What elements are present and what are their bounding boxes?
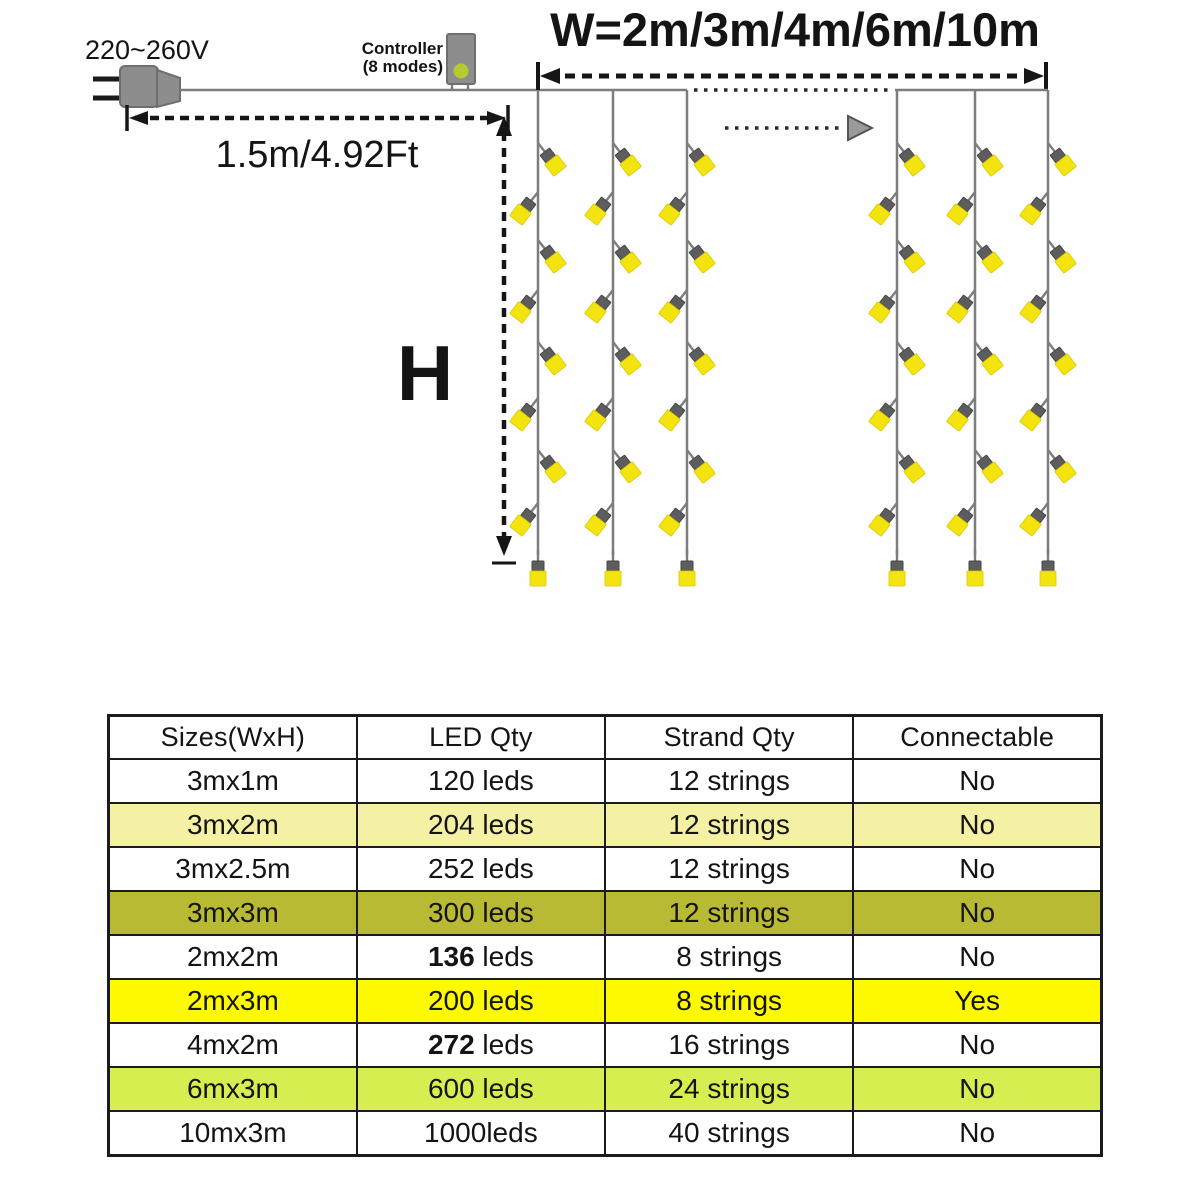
controller	[447, 34, 475, 91]
curtain-strands-right	[869, 90, 1077, 586]
plug-body	[120, 66, 158, 107]
size-cell: 4mx2m	[109, 1023, 357, 1067]
bulb-body	[679, 571, 695, 586]
header-row	[109, 716, 1102, 760]
led-qty-cell	[357, 891, 605, 935]
bulb-cap	[969, 561, 981, 571]
controller-label-line1: Controller	[361, 39, 443, 58]
led-qty-cell	[357, 1067, 605, 1111]
led-qty-number: 136	[427, 941, 475, 972]
size-cell: 3mx2.5m	[109, 847, 357, 891]
table-row	[109, 847, 1102, 891]
width-label: W=2m/3m/4m/6m/10m	[550, 3, 1040, 56]
strand-qty-cell: 12 strings	[605, 803, 853, 847]
table-row	[109, 1023, 1102, 1067]
strand-qty-cell: 24 strings	[605, 1067, 853, 1111]
width-dimension	[538, 62, 1046, 90]
connectable-cell: No	[853, 1111, 1101, 1156]
connectable-cell: Yes	[853, 979, 1101, 1023]
bulb-cap	[681, 561, 693, 571]
size-table-header	[109, 716, 1102, 760]
strand-qty-cell: 12 strings	[605, 891, 853, 935]
led-qty-number: 200	[427, 985, 475, 1016]
bulb-cap	[607, 561, 619, 571]
led-bulb	[679, 550, 695, 586]
led-qty-number: 120	[427, 765, 475, 796]
led-bulb	[967, 550, 983, 586]
header-sizes: Sizes(WxH)	[109, 716, 357, 760]
led-bulb	[1040, 550, 1056, 586]
strand-qty-cell: 16 strings	[605, 1023, 853, 1067]
led-qty-cell	[357, 759, 605, 803]
connectable-cell: No	[853, 1067, 1101, 1111]
bulb-body	[967, 571, 983, 586]
led-qty-unit: leds	[474, 897, 534, 928]
led-qty-unit: leds	[474, 1029, 534, 1060]
lead-length-label: 1.5m/4.92Ft	[215, 134, 419, 176]
led-bulb	[889, 550, 905, 586]
size-cell: 6mx3m	[109, 1067, 357, 1111]
arrow-triangle-icon	[848, 116, 872, 140]
size-cell: 3mx2m	[109, 803, 357, 847]
led-qty-unit: leds	[474, 809, 534, 840]
table-row	[109, 935, 1102, 979]
continuation-arrow	[725, 116, 872, 140]
bulb-cap	[1042, 561, 1054, 571]
strand-qty-cell: 8 strings	[605, 935, 853, 979]
table-row	[109, 1067, 1102, 1111]
curtain-strands-left	[510, 90, 716, 586]
connectable-cell: No	[853, 935, 1101, 979]
bulb-cap	[891, 561, 903, 571]
led-qty-unit: leds	[474, 853, 534, 884]
led-qty-number: 252	[427, 853, 475, 884]
connectable-cell: No	[853, 1023, 1101, 1067]
connectable-cell: No	[853, 847, 1101, 891]
led-qty-unit: leds	[474, 1073, 534, 1104]
led-bulb	[605, 550, 621, 586]
led-qty-cell	[357, 803, 605, 847]
controller-label-line2: (8 modes)	[362, 57, 443, 76]
connectable-cell: No	[853, 759, 1101, 803]
table-row	[109, 803, 1102, 847]
size-cell: 3mx1m	[109, 759, 357, 803]
led-qty-cell	[357, 979, 605, 1023]
led-qty-unit: leds	[486, 1117, 538, 1148]
strand-qty-cell: 12 strings	[605, 847, 853, 891]
header-led-qty: LED Qty	[357, 716, 605, 760]
size-cell: 2mx3m	[109, 979, 357, 1023]
led-qty-cell	[357, 847, 605, 891]
table-row	[109, 979, 1102, 1023]
led-qty-number: 1000	[424, 1117, 487, 1148]
led-qty-number: 300	[427, 897, 475, 928]
led-qty-unit: leds	[474, 985, 534, 1016]
power-plug	[93, 66, 180, 107]
voltage-label: 220~260V	[85, 35, 209, 65]
plug-nose	[157, 70, 180, 107]
led-qty-unit: leds	[474, 765, 534, 796]
bulb-body	[1040, 571, 1056, 586]
controller-indicator-light	[454, 64, 469, 79]
led-qty-number: 272	[427, 1029, 475, 1060]
strand-qty-cell: 8 strings	[605, 979, 853, 1023]
led-qty-cell	[357, 1023, 605, 1067]
table-row	[109, 891, 1102, 935]
lead-dimension	[127, 105, 508, 131]
size-cell: 10mx3m	[109, 1111, 357, 1156]
led-qty-cell	[357, 1111, 605, 1156]
led-qty-cell	[357, 935, 605, 979]
bulb-body	[889, 571, 905, 586]
table-row	[109, 1111, 1102, 1156]
led-bulb	[530, 550, 546, 586]
strand-qty-cell: 40 strings	[605, 1111, 853, 1156]
size-table-body	[109, 759, 1102, 1156]
size-cell: 3mx3m	[109, 891, 357, 935]
bulb-body	[605, 571, 621, 586]
led-qty-unit: leds	[474, 941, 534, 972]
table-row	[109, 759, 1102, 803]
header-connectable: Connectable	[853, 716, 1101, 760]
connectable-cell: No	[853, 803, 1101, 847]
led-qty-number: 600	[427, 1073, 475, 1104]
bulb-cap	[532, 561, 544, 571]
led-qty-number: 204	[427, 809, 475, 840]
height-dimension	[492, 116, 516, 563]
strand-qty-cell: 12 strings	[605, 759, 853, 803]
height-label: H	[396, 329, 454, 417]
size-cell: 2mx2m	[109, 935, 357, 979]
header-strand-qty: Strand Qty	[605, 716, 853, 760]
connectable-cell: No	[853, 891, 1101, 935]
bulb-body	[530, 571, 546, 586]
size-table	[107, 714, 1103, 1157]
